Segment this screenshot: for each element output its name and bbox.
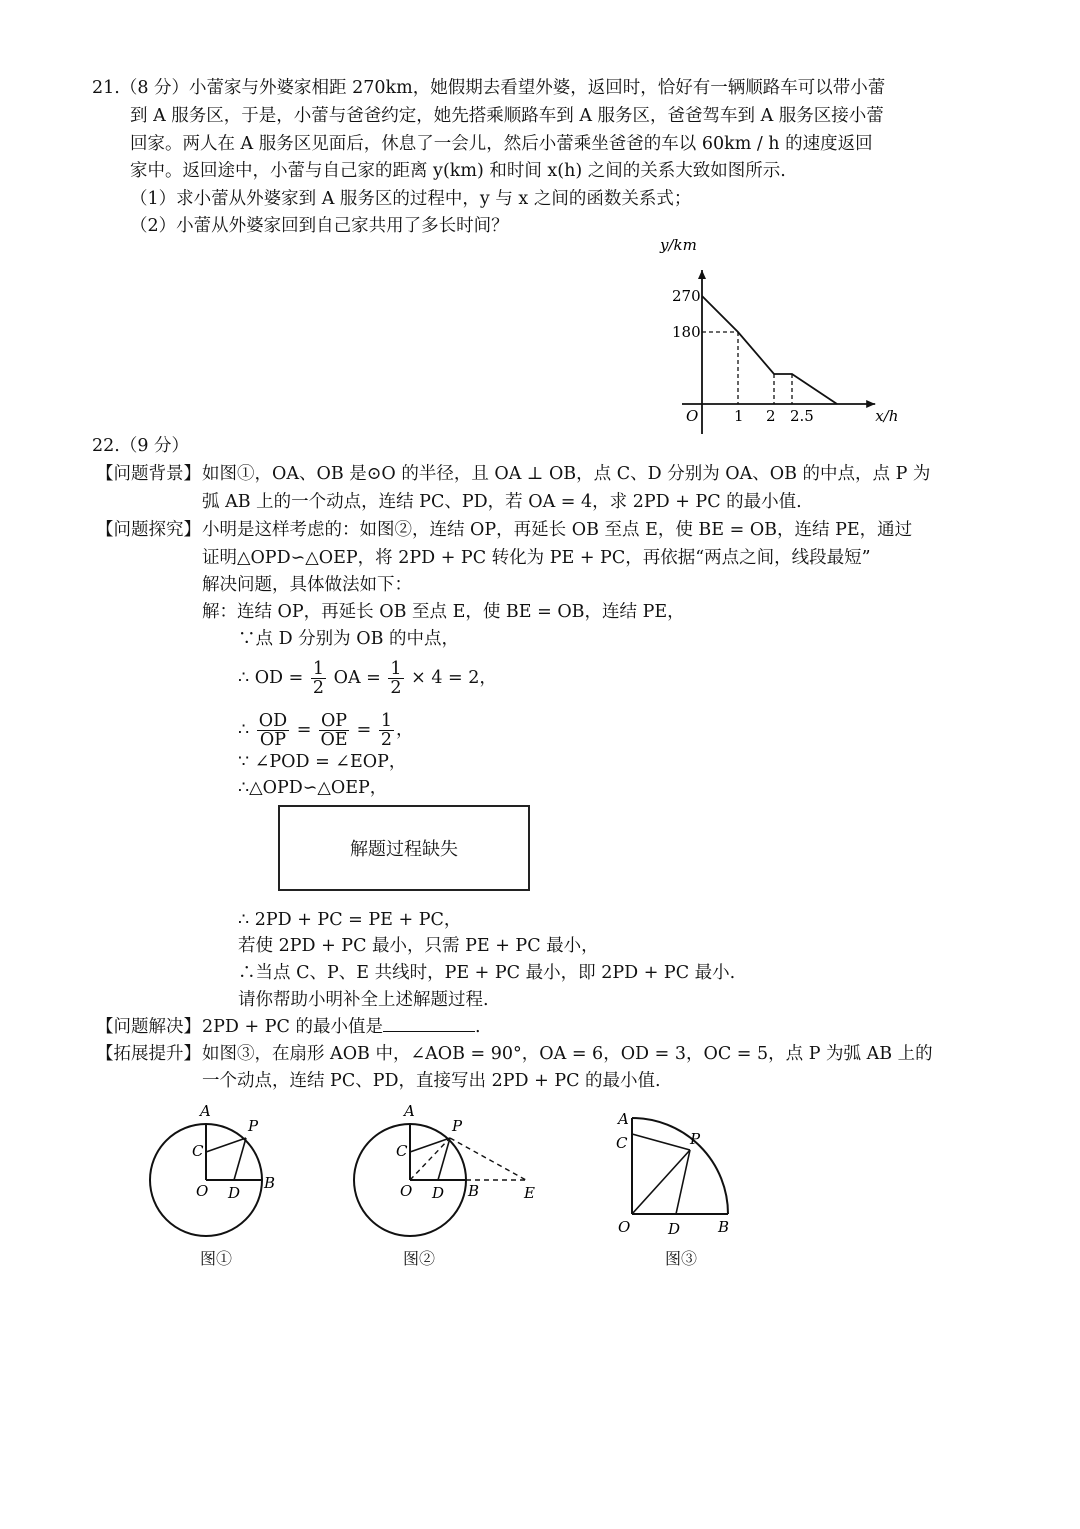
label-o: O xyxy=(196,1182,209,1200)
label-c: C xyxy=(396,1142,408,1160)
q21-part-2: （2）小蕾从外婆家回到自己家共用了多长时间？ xyxy=(130,216,509,236)
label-p: P xyxy=(248,1117,259,1135)
y-tick-180: 180 xyxy=(672,323,701,341)
bg-line-2: 弧 AB 上的一个动点，连结 PC、PD，若 OA = 4，求 2PD + PC 的最小值. xyxy=(202,492,802,512)
solution-step-2: ∵点 D 分别为 OB 的中点， xyxy=(238,629,459,649)
solution-step-6: ∴△OPD∽△OEP， xyxy=(238,778,388,798)
q21-line-3: 回家。两人在 A 服务区见面后，休息了一会儿，然后小蕾乘坐爸爸的车以 60km / h 的速度返回 xyxy=(130,134,873,154)
q22-heading: 22.（9 分） xyxy=(92,436,190,456)
y-axis-label: y/km xyxy=(660,236,697,254)
figure-2-caption: 图② xyxy=(403,1249,436,1268)
q21-line-2: 到 A 服务区，于是，小蕾与爸爸约定，她先搭乘顺路车到 A 服务区，爸爸驾车到 A 服务区接小蕾 xyxy=(130,106,884,126)
solve-line xyxy=(202,1015,481,1039)
solve-period: . xyxy=(474,1017,481,1037)
label-o: O xyxy=(400,1182,413,1200)
extend-line-2: 一个动点，连结 PC、PD，直接写出 2PD + PC 的最小值. xyxy=(202,1071,661,1091)
solve-text: 2PD + PC 的最小值是 xyxy=(202,1017,383,1037)
extend-tag: 【拓展提升】 xyxy=(96,1044,201,1064)
fraction-od-op: $\frac{OD}{OP}$ xyxy=(258,711,288,750)
label-d: D xyxy=(432,1184,445,1202)
figure-1-caption: 图① xyxy=(200,1249,233,1268)
conclusion-2: 若使 2PD + PC 最小，只需 PE + PC 最小， xyxy=(238,936,599,956)
label-c: C xyxy=(616,1134,628,1152)
label-o: O xyxy=(618,1218,631,1236)
fraction-half-c: $\frac{1}{2}$ xyxy=(380,711,393,750)
q21-line-4: 家中。返回途中，小蕾与自己家的距离 y(km) 和时间 x(h) 之间的关系大致如图所示. xyxy=(130,161,786,181)
explore-line-3: 解决问题，具体做法如下： xyxy=(202,575,412,595)
step3-lhs: ∴ OD = xyxy=(238,668,304,688)
x-tick-2: 2 xyxy=(766,407,776,425)
equals-sign: = xyxy=(356,720,372,740)
series-line xyxy=(702,296,837,404)
y-tick-270: 270 xyxy=(672,287,701,305)
label-c: C xyxy=(192,1142,204,1160)
label-e: E xyxy=(524,1184,535,1202)
x-axis-label: x/h xyxy=(875,407,899,425)
label-a: A xyxy=(618,1110,629,1128)
x-tick-2-5: 2.5 xyxy=(790,407,814,425)
fraction-op-oe: $\frac{OP}{OE}$ xyxy=(320,711,348,750)
equals-sign: = xyxy=(296,720,312,740)
solution-step-4: ∴ $\frac{OD}{OP}$ = $\frac{OP}{OE}$ = $\frac{1}{2}$ ， xyxy=(238,711,414,750)
conclusion-3: ∴当点 C、P、E 共线时，PE + PC 最小，即 2PD + PC 最小. xyxy=(238,963,736,983)
label-p: P xyxy=(452,1117,463,1135)
x-tick-1: 1 xyxy=(734,407,744,425)
fraction-half-a: $\frac{1}{2}$ xyxy=(312,659,325,698)
bg-tag: 【问题背景】 xyxy=(96,464,201,484)
label-b: B xyxy=(264,1174,276,1192)
solution-step-1: 解：连结 OP，再延长 OB 至点 E，使 BE = OB，连结 PE， xyxy=(202,602,685,622)
step3-rhs: × 4 = 2， xyxy=(411,668,497,688)
label-d: D xyxy=(228,1184,241,1202)
label-p: P xyxy=(690,1130,701,1148)
q21-part-1: （1）求小蕾从外婆家到 A 服务区的过程中，y 与 x 之间的函数关系式； xyxy=(130,189,692,209)
explore-line-1: 小明是这样考虑的：如图②，连结 OP，再延长 OB 至点 E，使 BE = OB，连结 PE，通过 xyxy=(202,520,913,540)
solution-step-5: ∵ ∠POD = ∠EOP， xyxy=(238,752,407,772)
figure-3-caption: 图③ xyxy=(665,1249,698,1268)
label-b: B xyxy=(718,1218,730,1236)
q21-line-1: 21.（8 分）小蕾家与外婆家相距 270km，她假期去看望外婆，返回时，恰好有一辆顺路车可以带小蕾 xyxy=(92,78,886,98)
answer-blank[interactable] xyxy=(383,1015,475,1032)
origin-label: O xyxy=(686,407,699,425)
label-b: B xyxy=(468,1182,480,1200)
step3-mid: OA = xyxy=(333,668,381,688)
therefore-sign: ∴ xyxy=(238,720,250,740)
missing-steps-box: 解题过程缺失 xyxy=(278,805,530,891)
arc-ab xyxy=(632,1118,728,1214)
solution-step-3 xyxy=(238,660,497,697)
figure-2 xyxy=(344,1098,544,1243)
figure-3 xyxy=(610,1108,740,1243)
solve-tag: 【问题解决】 xyxy=(96,1017,201,1037)
x-axis-arrow xyxy=(866,400,875,408)
fraction-half-b: $\frac{1}{2}$ xyxy=(390,659,402,698)
bg-line-1: 如图①，OA、OB 是⊙O 的半径，且 OA ⊥ OB，点 C、D 分别为 OA、OB 的中点，点 P 为 xyxy=(202,464,931,484)
label-d: D xyxy=(668,1220,681,1238)
label-a: A xyxy=(200,1102,211,1120)
explore-line-2: 证明△OPD∽△OEP，将 2PD + PC 转化为 PE + PC，再依据“两点之间，线段最短” xyxy=(202,548,871,568)
extend-line-1: 如图③，在扇形 AOB 中，∠AOB = 90°，OA = 6，OD = 3，OC = 5，点 P 为弧 AB 上的 xyxy=(202,1044,933,1064)
y-axis-arrow xyxy=(698,270,706,279)
label-a: A xyxy=(404,1102,415,1120)
conclusion-4: 请你帮助小明补全上述解题过程. xyxy=(238,990,489,1010)
conclusion-1: ∴ 2PD + PC = PE + PC， xyxy=(238,910,462,930)
explore-tag: 【问题探究】 xyxy=(96,520,201,540)
q21-line-chart xyxy=(650,232,899,437)
figure-1 xyxy=(140,1098,280,1243)
